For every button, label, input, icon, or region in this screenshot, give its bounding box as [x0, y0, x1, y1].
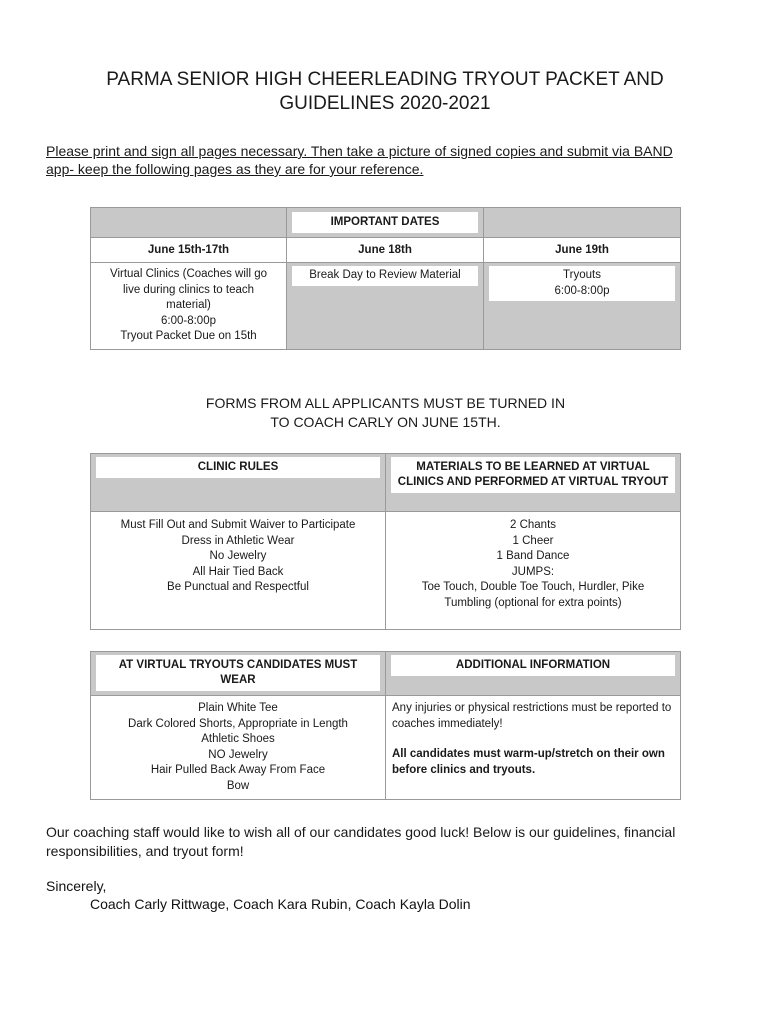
- clinic-rules-table: [90, 453, 681, 630]
- tryouts-label: Tryouts: [563, 269, 601, 281]
- material-item: JUMPS:: [511, 565, 555, 578]
- additional-info-cell: [386, 696, 681, 800]
- material-item: Toe Touch, Double Toe Touch, Hurdler, Pike: [421, 581, 645, 593]
- wear-header: AT VIRTUAL TRYOUTS CANDIDATES MUST WEAR: [96, 655, 380, 691]
- rule-item: All Hair Tied Back: [192, 565, 284, 578]
- wear-cell: [91, 696, 386, 800]
- material-item: Tumbling (optional for extra points): [444, 596, 622, 609]
- rule-item: Be Punctual and Respectful: [167, 581, 309, 593]
- rule-item: Must Fill Out and Submit Waiver to Participate: [120, 519, 356, 531]
- title-line-1: PARMA SENIOR HIGH CHEERLEADING TRYOUT PACKET AND: [106, 69, 664, 90]
- coach-names: Coach Carly Rittwage, Coach Kara Rubin, Coach Kayla Dolin: [90, 896, 471, 912]
- materials-cell: [386, 512, 681, 630]
- additional-info-header-cell: [386, 652, 681, 696]
- dates-header-blank-right: [484, 208, 681, 238]
- rule-item: No Jewelry: [209, 550, 267, 562]
- clinic-rules-header: CLINIC RULES: [96, 457, 380, 478]
- dates-header-blank-left: [91, 208, 287, 238]
- dates-header-cell: [287, 208, 484, 238]
- materials-header-cell: [386, 454, 681, 512]
- date-col-june-15-17: June 15th-17th: [91, 238, 287, 263]
- material-item: 1 Cheer: [512, 534, 554, 547]
- dates-cell-tryouts: [484, 263, 681, 350]
- warmup-notice: All candidates must warm-up/stretch on their own before clinics and tryouts.: [392, 748, 665, 776]
- wear-item: Plain White Tee: [198, 702, 278, 714]
- clinic-rules-header-cell: [91, 454, 386, 512]
- sign-off: Sincerely,: [46, 878, 107, 894]
- packet-due: Tryout Packet Due on 15th: [120, 330, 257, 342]
- important-dates-table: [90, 207, 681, 350]
- material-item: 2 Chants: [509, 519, 557, 531]
- date-col-june-18: June 18th: [287, 238, 484, 263]
- document-title: [40, 68, 730, 116]
- title-line-2: GUIDELINES 2020-2021: [279, 93, 491, 114]
- injury-notice: Any injuries or physical restrictions must be reported to coaches immediately!: [392, 702, 672, 730]
- additional-info-header: ADDITIONAL INFORMATION: [391, 655, 675, 676]
- clinic-time: 6:00-8:00p: [161, 314, 216, 327]
- date-col-june-19: June 19th: [484, 238, 681, 263]
- wear-item: Bow: [226, 779, 250, 792]
- material-item: 1 Band Dance: [496, 550, 570, 562]
- tryouts-time: 6:00-8:00p: [554, 284, 610, 297]
- closing-paragraph: Our coaching staff would like to wish all of our candidates good luck! Below is our guidelines, financial responsibilities, and tryout form!: [46, 824, 676, 859]
- tryout-wear-table: [90, 651, 681, 800]
- clinic-rules-cell: [91, 512, 386, 630]
- intro-instructions: Please print and sign all pages necessary. Then take a picture of signed copies and submit via BAND app- keep the following pages as they are for your reference.: [46, 143, 673, 177]
- forms-notice-line-1: FORMS FROM ALL APPLICANTS MUST BE TURNED IN: [205, 395, 566, 411]
- wear-item: Dark Colored Shorts, Appropriate in Length: [128, 717, 348, 730]
- break-day: Break Day to Review Material: [292, 266, 478, 286]
- wear-item: Athletic Shoes: [201, 733, 275, 745]
- dates-cell-break: [287, 263, 484, 350]
- wear-item: Hair Pulled Back Away From Face: [150, 764, 326, 776]
- forms-notice-line-2: TO COACH CARLY ON JUNE 15TH.: [270, 414, 501, 430]
- forms-notice: [90, 394, 681, 432]
- important-dates-header: IMPORTANT DATES: [292, 212, 478, 233]
- clinic-description: Virtual Clinics (Coaches will go live during clinics to teach material): [109, 268, 267, 311]
- wear-header-cell: [91, 652, 386, 696]
- rule-item: Dress in Athletic Wear: [181, 534, 295, 547]
- wear-item: NO Jewelry: [208, 748, 268, 761]
- materials-header: MATERIALS TO BE LEARNED AT VIRTUAL CLINICS AND PERFORMED AT VIRTUAL TRYOUT: [391, 457, 675, 493]
- dates-cell-clinics: [91, 263, 287, 350]
